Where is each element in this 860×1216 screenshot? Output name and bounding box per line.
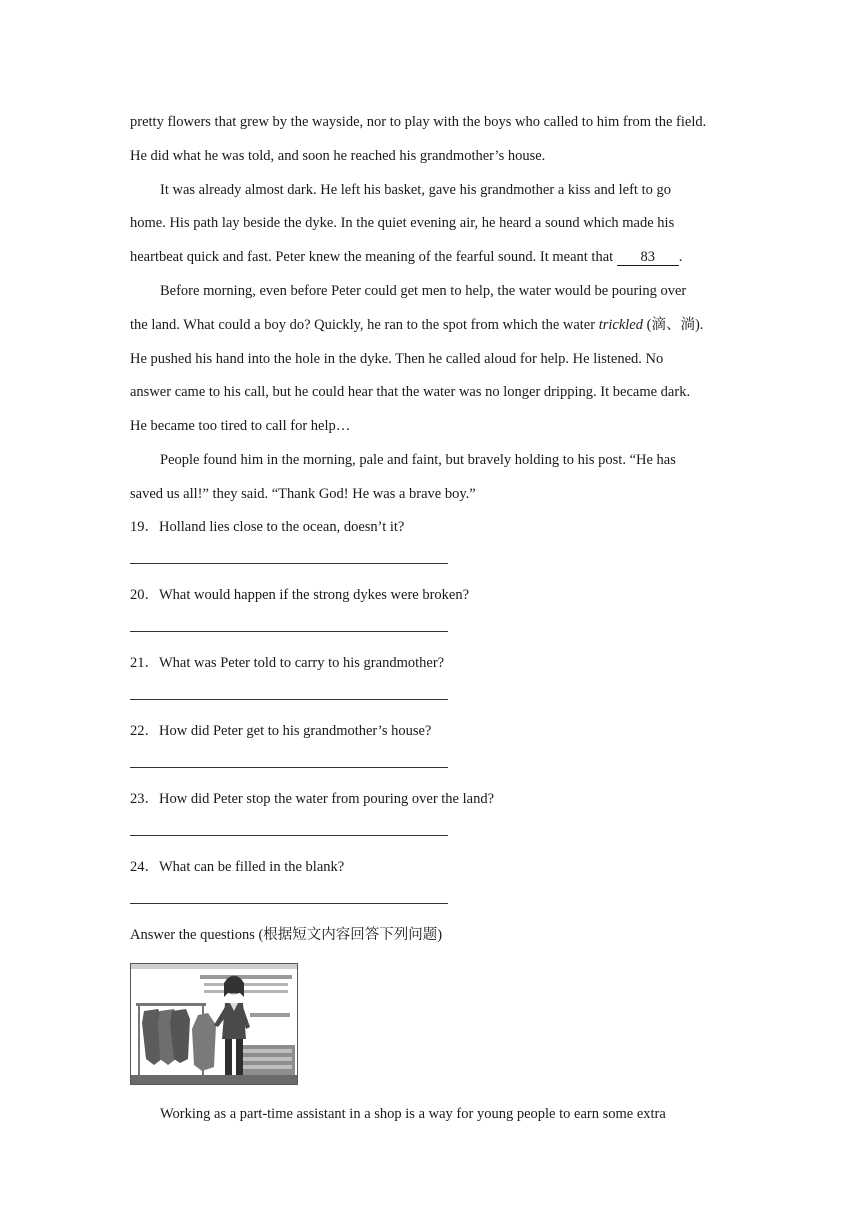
passage-line: He did what he was told, and soon he reached his grandmother’s house. (130, 147, 546, 164)
fill-blank-83[interactable]: 83 (617, 249, 679, 266)
question-24 (130, 857, 740, 891)
underline (130, 903, 448, 904)
passage-line: saved us all!” they said. “Thank God! He was a brave boy.” (130, 485, 476, 502)
question-text: What was Peter told to carry to his grandmother? (159, 654, 445, 671)
question-text: Holland lies close to the ocean, doesn’t it? (159, 518, 405, 535)
passage-text: heartbeat quick and fast. Peter knew the meaning of the fearful sound. It meant that (130, 249, 614, 266)
answer-line-20[interactable] (130, 619, 740, 653)
passage-line: It was already almost dark. He left his basket, gave his grandmother a kiss and left to go (160, 181, 671, 198)
passage-line: home. His path lay beside the dyke. In the quiet evening air, he heard a sound which made his (130, 215, 675, 232)
vocab-word: trickled (598, 316, 643, 333)
question-21 (130, 653, 740, 687)
question-number: 20． (130, 586, 159, 603)
passage-line: He pushed his hand into the hole in the dyke. Then he called aloud for help. He listened. No (130, 350, 664, 367)
underline (130, 631, 448, 632)
underline (130, 835, 448, 836)
underline (130, 563, 448, 564)
question-text: How did Peter stop the water from pouring over the land? (159, 790, 495, 807)
question-text: What can be filled in the blank? (159, 858, 345, 875)
passage-line: He became too tired to call for help… (130, 418, 351, 435)
question-20 (130, 585, 740, 619)
question-number: 19． (130, 518, 159, 535)
question-text: How did Peter get to his grandmother’s house? (159, 722, 432, 739)
underline (130, 699, 448, 700)
passage-line: answer came to his call, but he could hear that the water was no longer dripping. It became dark. (130, 384, 691, 401)
passage-line (130, 314, 740, 348)
question-number: 22． (130, 722, 159, 739)
passage-line: pretty flowers that grew by the wayside, nor to play with the boys who called to him from the field. (130, 114, 707, 130)
question-number: 21． (130, 654, 159, 671)
passage-text: . (678, 249, 683, 266)
question-19 (130, 517, 740, 551)
passage-line: Before morning, even before Peter could get men to help, the water would be pouring over (160, 282, 687, 299)
vocab-gloss: (滴、淌). (646, 316, 704, 333)
answer-line-23[interactable] (130, 823, 740, 857)
question-text: What would happen if the strong dykes were broken? (159, 586, 470, 603)
passage-line: Working as a part-time assistant in a shop is a way for young people to earn some extra (160, 1105, 666, 1122)
document-page (130, 111, 740, 1136)
section-title: Answer the questions (根据短文内容回答下列问题) (130, 926, 443, 943)
question-number: 23． (130, 790, 159, 807)
passage-line: People found him in the morning, pale and faint, but bravely holding to his post. “He has (160, 451, 676, 468)
answer-line-21[interactable] (130, 687, 740, 721)
answer-line-19[interactable] (130, 551, 740, 585)
passage-text: the land. What could a boy do? Quickly, he ran to the spot from which the water (130, 316, 596, 333)
answer-line-22[interactable] (130, 755, 740, 789)
answer-line-24[interactable] (130, 891, 740, 925)
underline (130, 767, 448, 768)
shop-assistant-image (130, 963, 298, 1085)
question-22 (130, 721, 740, 755)
passage-line (130, 246, 740, 280)
shop-assistant-illustration (130, 963, 298, 1085)
question-number: 24． (130, 858, 159, 875)
question-23 (130, 789, 740, 823)
